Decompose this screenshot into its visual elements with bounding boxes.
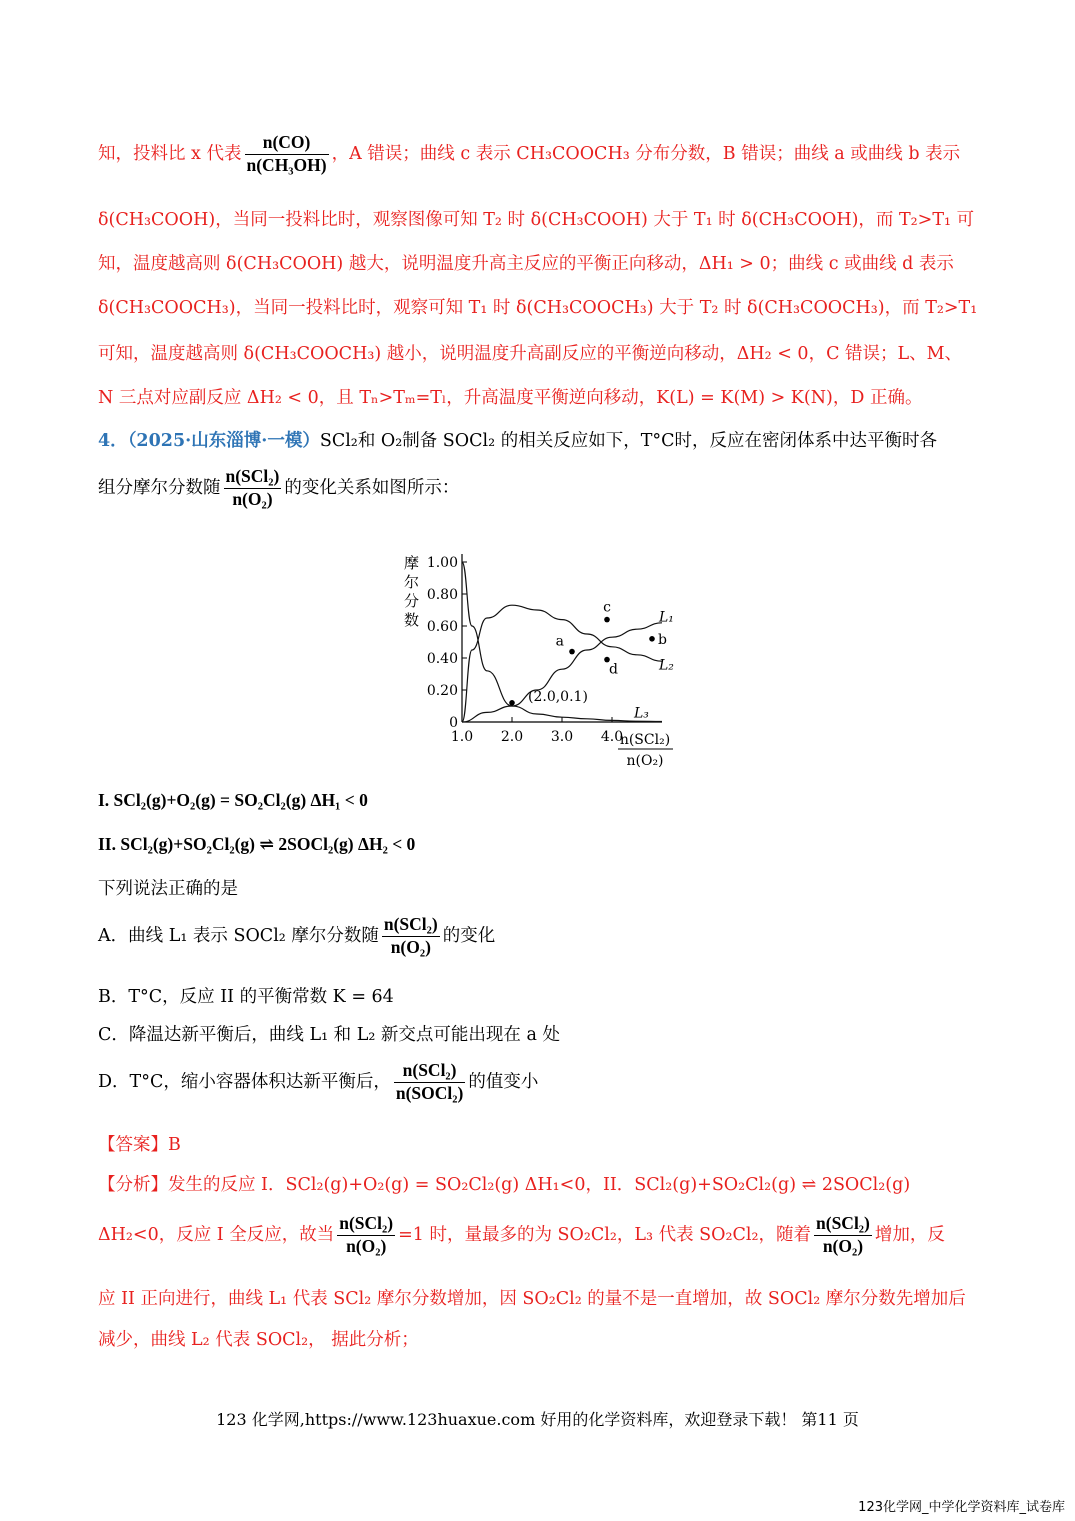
fraction-denominator: n(O₂) [232,488,273,509]
question-source: （2025·山东淄博·一模） [127,431,320,451]
answer-line-2 [98,1213,945,1258]
fraction-numerator: n(SCl₂) [814,1213,872,1236]
question-stem-1 [98,427,937,452]
fraction-numerator: n(SCl₂) [382,914,440,937]
option-d [98,1060,538,1105]
y-axis-label-char: 分 [404,592,420,610]
analysis-line-6: N 三点对应副反应 ΔH₂ < 0，且 Tₙ>Tₘ=Tₗ，升高温度平衡逆向移动，K(L) = K(M) > K(N)，D 正确。 [98,388,923,408]
y-tick-label: 0.40 [426,651,458,667]
analysis-line-1 [98,132,960,177]
fraction-numerator: n(CO) [245,132,329,155]
series-label: L₃ [634,705,649,722]
y-axis-label-char: 摩 [404,554,420,572]
data-point [649,636,655,642]
analysis-line-4: δ(CH₃COOCH₃)，当同一投料比时，观察可知 T₁ 时 δ(CH₃COOCH₃) 大于 T₂ 时 δ(CH₃COOCH₃)，而 T₂>T₁ [98,298,978,318]
text-segment: 组分摩尔分数随 [98,477,221,498]
x-axis-label-denominator: n(O₂) [626,753,664,769]
answer-line-3: 应 II 正向进行，曲线 L₁ 代表 SCl₂ 摩尔分数增加，因 SO₂Cl₂ 的量不是一直增加，故 SOCl₂ 摩尔分数先增加后 [98,1289,966,1309]
chart-points [509,600,667,706]
point-label: c [603,599,611,616]
reaction-2: II. SCl₂(g)+SO₂Cl₂(g) ⇌ 2SOCl₂(g) ΔH₂ < 0 [98,834,416,854]
fraction [245,132,329,177]
text-segment: D．T°C，缩小容器体积达新平衡后， [98,1071,391,1092]
text-segment: 的值变小 [468,1071,539,1092]
analysis-line-5: 可知，温度越高则 δ(CH₃COOCH₃) 越小，说明温度升高副反应的平衡逆向移动，ΔH₂ < 0，C 错误；L、M、 [98,344,963,364]
x-tick-label: 4.0 [600,729,624,745]
fraction-numerator: n(SCl₂) [224,466,282,489]
x-tick-label: 1.0 [450,729,474,745]
page-footer: 123 化学网,https://www.123huaxue.com 好用的化学资料库，欢迎登录下载！ 第11 页 [216,1410,859,1429]
data-point [509,700,515,706]
fraction-denominator: n(O₂) [822,1235,864,1256]
point-label: d [609,661,618,678]
answer-line-4: 减少，曲线 L₂ 代表 SOCl₂， 据此分析； [98,1330,419,1350]
fraction [382,914,440,959]
text-segment: 知，投料比 x 代表 [98,143,242,164]
text-segment: 增加，反 [874,1224,945,1245]
fraction-numerator: n(SCl₂) [337,1213,395,1236]
answer-line-1: 【分析】发生的反应 I．SCl₂(g)+O₂(g) = SO₂Cl₂(g) ΔH₁<0，II．SCl₂(g)+SO₂Cl₂(g) ⇌ 2SOCl₂(g) [98,1175,911,1195]
chart-ticks [427,555,623,745]
x-tick-label: 2.0 [500,729,524,745]
y-tick-label: 0.60 [426,619,458,635]
mole-fraction-chart [390,540,690,775]
x-tick-label: 3.0 [550,729,574,745]
question-number: 4． [98,431,128,451]
analysis-line-3: 知，温度越高则 δ(CH₃COOH) 越大，说明温度升高主反应的平衡正向移动，ΔH₁ > 0；曲线 c 或曲线 d 表示 [98,254,954,274]
x-axis-label [618,732,673,769]
text-segment: 的变化关系如图所示： [284,477,460,498]
y-axis-label-char: 数 [404,611,420,629]
watermark: 123化学网_中学化学资料库_试卷库 [858,1500,1065,1515]
text-segment: ，A 错误；曲线 c 表示 CH₃COOCH₃ 分布分数，B 错误；曲线 a 或曲线 b 表示 [331,143,961,164]
text-segment: 的变化 [442,925,496,946]
point-label: a [555,633,564,650]
text-segment: SCl₂和 O₂制备 SOCl₂ 的相关反应如下，T°C时，反应在密闭体系中达平衡时各 [319,431,938,451]
point-label: (2.0,0.1) [528,688,588,705]
fraction [814,1213,872,1258]
series-label: L₁ [659,609,674,626]
y-tick-label: 0.20 [426,683,458,699]
fraction [224,466,282,511]
y-tick-label: 1.00 [426,555,458,571]
data-point [604,617,610,623]
text-segment: A．曲线 L₁ 表示 SOCl₂ 摩尔分数随 [98,925,379,946]
fraction [394,1060,465,1105]
text-segment: ΔH₂<0，反应 I 全反应，故当 [98,1224,335,1245]
fraction-numerator: n(SCl₂) [394,1060,465,1083]
option-c: C．降温达新平衡后，曲线 L₁ 和 L₂ 新交点可能出现在 a 处 [98,1025,560,1045]
text-segment: =1 时，量最多的为 SO₂Cl₂，L₃ 代表 SO₂Cl₂，随着 [398,1224,812,1245]
fraction-denominator: n(CH₃OH) [246,154,327,175]
fraction-denominator: n(O₂) [346,1235,387,1256]
question-prompt: 下列说法正确的是 [98,879,238,899]
y-tick-label: 0 [449,715,458,731]
fraction-denominator: n(O₂) [390,936,431,957]
point-label: b [658,631,667,648]
fraction [337,1213,395,1258]
y-axis-label-char: 尔 [404,573,420,591]
analysis-line-2: δ(CH₃COOH)，当同一投料比时，观察图像可知 T₂ 时 δ(CH₃COOH) 大于 T₁ 时 δ(CH₃COOH)，而 T₂>T₁ 可 [98,210,975,230]
question-stem-2 [98,466,459,511]
x-axis-label-numerator: n(SCl₂) [619,732,671,748]
reaction-1: I. SCl₂(g)+O₂(g) = SO₂Cl₂(g) ΔH₁ < 0 [98,790,368,810]
answer-label: 【答案】B [98,1135,181,1155]
fraction-denominator: n(SOCl₂) [395,1082,464,1103]
data-point [569,649,575,655]
series-label: L₂ [659,657,674,674]
option-a [98,914,495,959]
option-b: B．T°C，反应 II 的平衡常数 K = 64 [98,987,394,1007]
y-tick-label: 0.80 [426,587,458,603]
